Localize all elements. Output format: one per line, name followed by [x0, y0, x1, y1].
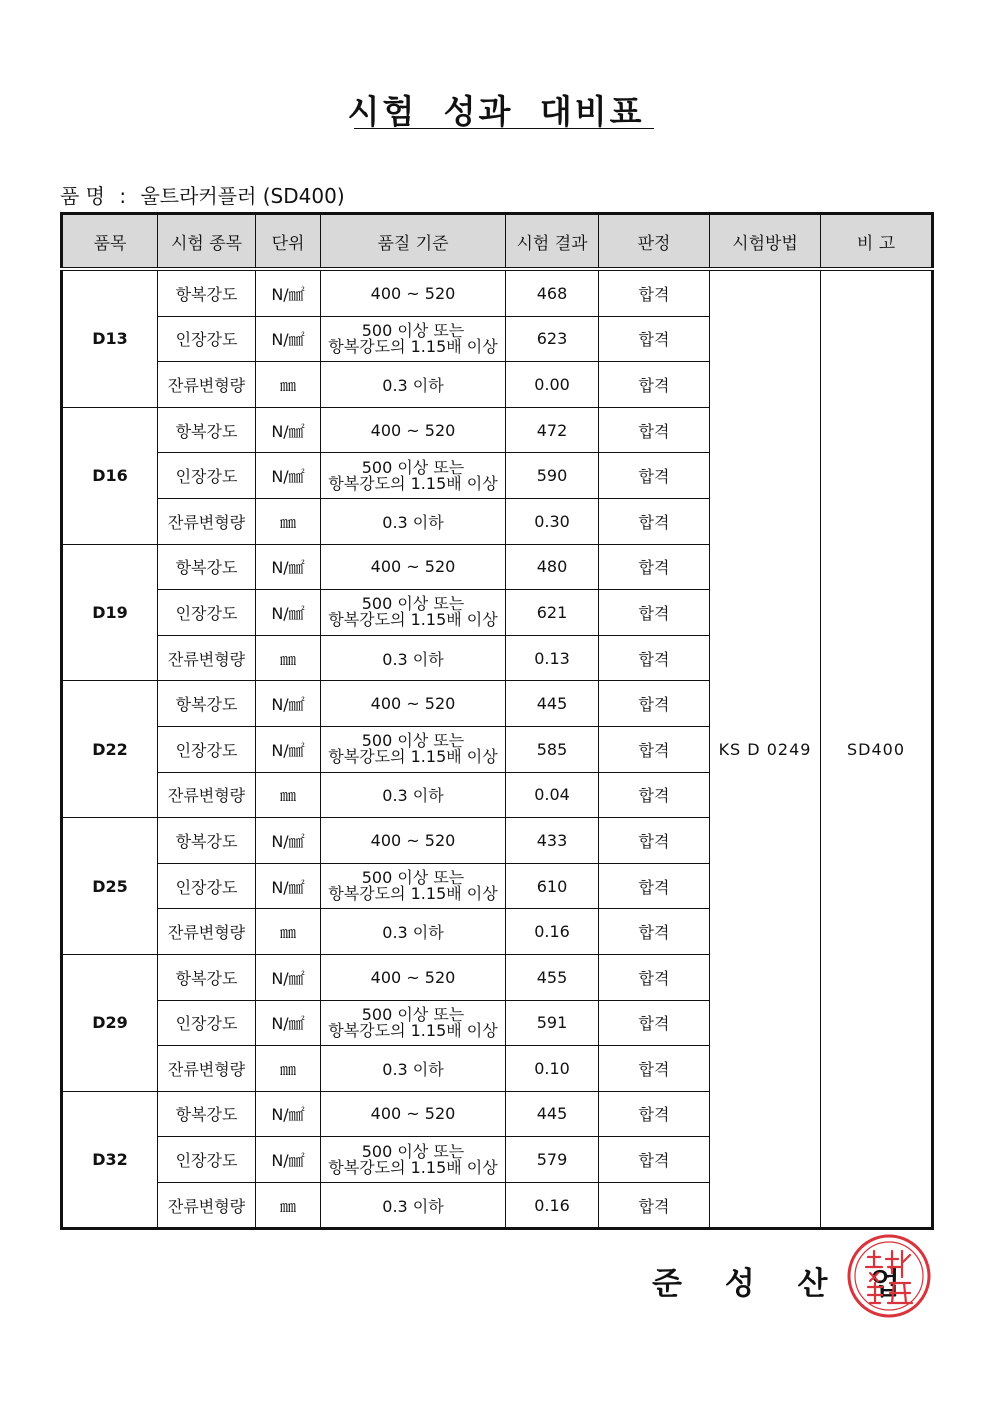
standard-line: 400 ~ 520 [370, 830, 456, 850]
standard-cell [321, 1182, 506, 1229]
test-item-cell: 잔류변형량 [158, 498, 256, 544]
verdict-cell: 합격 [599, 498, 710, 544]
size-cell: D32 [62, 1091, 158, 1229]
test-item-cell: 인장강도 [158, 453, 256, 499]
product-value: 울트라커플러 (SD400) [140, 184, 345, 208]
test-item-cell: 항복강도 [158, 269, 256, 316]
standard-line: 400 ~ 520 [370, 1104, 456, 1124]
test-item-cell: 항복강도 [158, 681, 256, 727]
header-cell: 품질 기준 [321, 214, 506, 270]
verdict-cell: 합격 [599, 590, 710, 636]
unit-cell: ㎜ [256, 635, 321, 681]
title-underline [354, 128, 654, 129]
header-cell: 시험 결과 [506, 214, 599, 270]
test-item-cell: 인장강도 [158, 316, 256, 362]
result-cell: 0.16 [506, 909, 599, 955]
verdict-cell: 합격 [599, 316, 710, 362]
standard-line: 0.3 이하 [382, 1196, 444, 1216]
standard-cell [321, 316, 506, 362]
result-cell: 472 [506, 407, 599, 453]
standard-line: 500 이상 또는 [361, 731, 465, 751]
verdict-cell: 합격 [599, 1182, 710, 1229]
product-separator: : [119, 184, 127, 208]
standard-line: 400 ~ 520 [370, 420, 456, 440]
table-body [62, 269, 933, 1229]
header-cell: 단위 [256, 214, 321, 270]
unit-cell: N/㎟ [256, 863, 321, 909]
size-cell: D19 [62, 544, 158, 681]
product-label: 품 명 [60, 184, 105, 208]
verdict-cell: 합격 [599, 1091, 710, 1137]
header-cell: 시험 종목 [158, 214, 256, 270]
test-item-cell: 잔류변형량 [158, 909, 256, 955]
standard-line: 항복강도의 1.15배 이상 [328, 747, 498, 767]
unit-cell: N/㎟ [256, 818, 321, 864]
result-cell: 585 [506, 726, 599, 772]
result-cell: 621 [506, 590, 599, 636]
standard-line: 0.3 이하 [382, 649, 444, 669]
standard-cell [321, 498, 506, 544]
standard-line: 항복강도의 1.15배 이상 [328, 884, 498, 904]
test-method-cell: KS D 0249 [710, 269, 821, 1229]
unit-cell: N/㎟ [256, 954, 321, 1000]
standard-cell [321, 772, 506, 818]
page-title: 시험 성과 대비표 [347, 92, 645, 131]
company-seal-stamp [846, 1233, 932, 1319]
result-cell: 579 [506, 1137, 599, 1183]
test-item-cell: 잔류변형량 [158, 772, 256, 818]
seal-glyph-strokes [866, 1251, 912, 1303]
result-cell: 610 [506, 863, 599, 909]
standard-line: 항복강도의 1.15배 이상 [328, 1157, 498, 1177]
standard-line: 0.3 이하 [382, 1059, 444, 1079]
standard-line: 500 이상 또는 [361, 868, 465, 888]
unit-cell: ㎜ [256, 772, 321, 818]
standard-line: 500 이상 또는 [361, 320, 465, 340]
standard-cell [321, 726, 506, 772]
test-item-cell: 인장강도 [158, 1000, 256, 1046]
test-item-cell: 인장강도 [158, 863, 256, 909]
unit-cell: N/㎟ [256, 1091, 321, 1137]
result-cell: 445 [506, 1091, 599, 1137]
result-cell: 591 [506, 1000, 599, 1046]
header-cell: 판정 [599, 214, 710, 270]
verdict-cell: 합격 [599, 772, 710, 818]
results-table [60, 212, 934, 1230]
result-cell: 0.10 [506, 1046, 599, 1092]
standard-line: 400 ~ 520 [370, 557, 456, 577]
standard-cell [321, 590, 506, 636]
verdict-cell: 합격 [599, 863, 710, 909]
size-cell: D25 [62, 818, 158, 955]
standard-line: 500 이상 또는 [361, 594, 465, 614]
standard-cell [321, 453, 506, 499]
standard-line: 항복강도의 1.15배 이상 [328, 1020, 498, 1040]
standard-line: 0.3 이하 [382, 923, 444, 943]
standard-cell [321, 1137, 506, 1183]
test-item-cell: 잔류변형량 [158, 1046, 256, 1092]
standard-line: 400 ~ 520 [370, 694, 456, 714]
seal-inner-ring [855, 1242, 923, 1310]
unit-cell: N/㎟ [256, 1000, 321, 1046]
standard-cell [321, 1000, 506, 1046]
unit-cell: N/㎟ [256, 590, 321, 636]
unit-cell: N/㎟ [256, 1137, 321, 1183]
standard-cell [321, 1091, 506, 1137]
verdict-cell: 합격 [599, 818, 710, 864]
test-item-cell: 잔류변형량 [158, 635, 256, 681]
size-cell: D13 [62, 269, 158, 407]
unit-cell: N/㎟ [256, 269, 321, 316]
header-cell: 시험방법 [710, 214, 821, 270]
unit-cell: ㎜ [256, 498, 321, 544]
unit-cell: ㎜ [256, 362, 321, 408]
verdict-cell: 합격 [599, 1137, 710, 1183]
verdict-cell: 합격 [599, 1046, 710, 1092]
verdict-cell: 합격 [599, 1000, 710, 1046]
standard-line: 0.3 이하 [382, 786, 444, 806]
standard-cell [321, 269, 506, 316]
test-item-cell: 항복강도 [158, 818, 256, 864]
standard-cell [321, 1046, 506, 1092]
standard-line: 항복강도의 1.15배 이상 [328, 336, 498, 356]
size-cell: D22 [62, 681, 158, 818]
result-cell: 468 [506, 269, 599, 316]
verdict-cell: 합격 [599, 544, 710, 590]
result-cell: 0.00 [506, 362, 599, 408]
standard-line: 0.3 이하 [382, 375, 444, 395]
test-item-cell: 항복강도 [158, 1091, 256, 1137]
result-cell: 455 [506, 954, 599, 1000]
unit-cell: N/㎟ [256, 316, 321, 362]
unit-cell: N/㎟ [256, 726, 321, 772]
size-cell: D16 [62, 407, 158, 544]
standard-cell [321, 818, 506, 864]
verdict-cell: 합격 [599, 681, 710, 727]
table-header-row [62, 214, 933, 270]
result-cell: 0.16 [506, 1182, 599, 1229]
header-cell: 품목 [62, 214, 158, 270]
standard-line: 항복강도의 1.15배 이상 [328, 610, 498, 630]
standard-line: 항복강도의 1.15배 이상 [328, 473, 498, 493]
unit-cell: ㎜ [256, 909, 321, 955]
standard-line: 400 ~ 520 [370, 283, 456, 303]
test-item-cell: 항복강도 [158, 544, 256, 590]
test-item-cell: 인장강도 [158, 590, 256, 636]
test-item-cell: 인장강도 [158, 1137, 256, 1183]
unit-cell: ㎜ [256, 1182, 321, 1229]
result-cell: 433 [506, 818, 599, 864]
standard-cell [321, 863, 506, 909]
unit-cell: ㎜ [256, 1046, 321, 1092]
standard-line: 500 이상 또는 [361, 1141, 465, 1161]
test-item-cell: 잔류변형량 [158, 362, 256, 408]
standard-cell [321, 909, 506, 955]
result-cell: 590 [506, 453, 599, 499]
standard-line: 0.3 이하 [382, 512, 444, 532]
result-cell: 0.30 [506, 498, 599, 544]
standard-cell [321, 635, 506, 681]
remark-cell: SD400 [821, 269, 933, 1229]
result-cell: 480 [506, 544, 599, 590]
unit-cell: N/㎟ [256, 681, 321, 727]
standard-line: 500 이상 또는 [361, 1004, 465, 1024]
verdict-cell: 합격 [599, 726, 710, 772]
unit-cell: N/㎟ [256, 453, 321, 499]
table-row [62, 269, 933, 316]
standard-cell [321, 681, 506, 727]
verdict-cell: 합격 [599, 407, 710, 453]
standard-cell [321, 954, 506, 1000]
standard-line: 400 ~ 520 [370, 967, 456, 987]
product-line [60, 180, 345, 209]
result-cell: 623 [506, 316, 599, 362]
size-cell: D29 [62, 954, 158, 1091]
verdict-cell: 합격 [599, 362, 710, 408]
result-cell: 0.13 [506, 635, 599, 681]
verdict-cell: 합격 [599, 453, 710, 499]
result-cell: 0.04 [506, 772, 599, 818]
test-item-cell: 항복강도 [158, 407, 256, 453]
unit-cell: N/㎟ [256, 544, 321, 590]
verdict-cell: 합격 [599, 954, 710, 1000]
header-cell: 비 고 [821, 214, 933, 270]
standard-line: 500 이상 또는 [361, 457, 465, 477]
test-item-cell: 항복강도 [158, 954, 256, 1000]
test-item-cell: 인장강도 [158, 726, 256, 772]
standard-cell [321, 407, 506, 453]
verdict-cell: 합격 [599, 909, 710, 955]
result-cell: 445 [506, 681, 599, 727]
unit-cell: N/㎟ [256, 407, 321, 453]
standard-cell [321, 544, 506, 590]
verdict-cell: 합격 [599, 269, 710, 316]
verdict-cell: 합격 [599, 635, 710, 681]
test-item-cell: 잔류변형량 [158, 1182, 256, 1229]
standard-cell [321, 362, 506, 408]
company-name: 준 성 산 업 [652, 1266, 917, 1302]
